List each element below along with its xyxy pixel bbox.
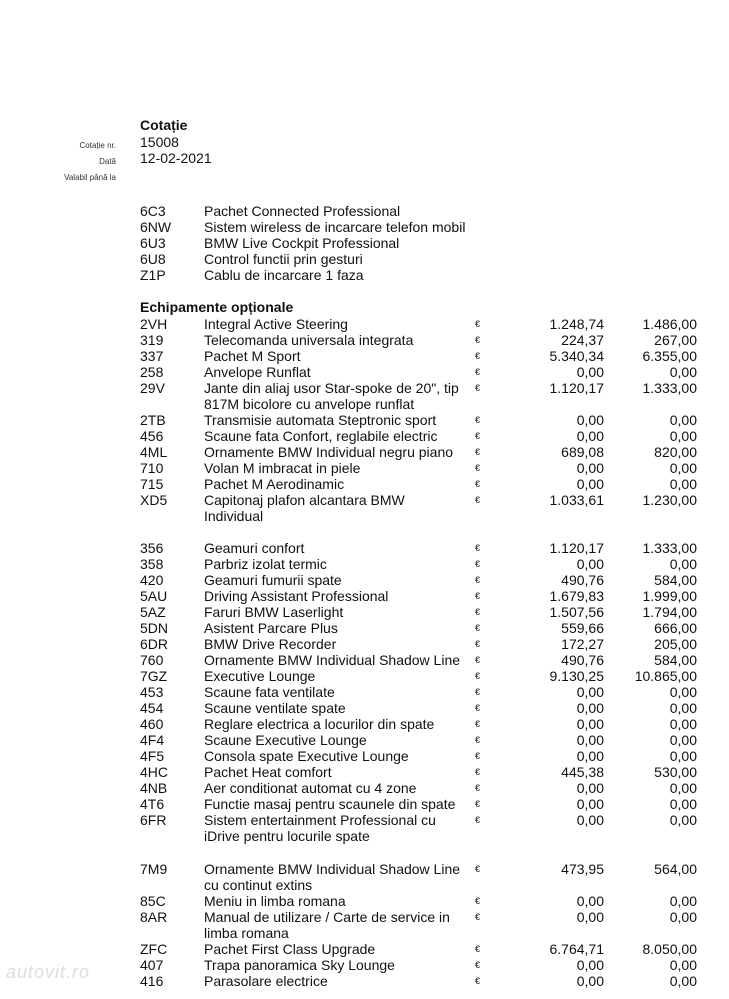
currency-symbol: € — [475, 319, 481, 329]
item-net-price: 0,00 — [576, 460, 604, 476]
item-net-price: 6.764,71 — [549, 941, 604, 957]
currency-symbol: € — [475, 463, 481, 473]
currency-symbol: € — [475, 783, 481, 793]
item-net-price: 0,00 — [576, 957, 604, 973]
item-code: 2TB — [140, 412, 166, 428]
item-net-price: 473,95 — [561, 861, 604, 877]
item-code: 319 — [140, 332, 164, 348]
item-description: Trapa panoramica Sky Lounge — [204, 957, 395, 973]
item-description-continued: 817M bicolore cu anvelope runflat — [204, 396, 415, 412]
currency-symbol: € — [475, 415, 481, 425]
item-code: 715 — [140, 476, 164, 492]
item-description: Sistem wireless de incarcare telefon mobil — [204, 219, 466, 235]
item-code: 4F5 — [140, 748, 165, 764]
item-code: 4F4 — [140, 732, 165, 748]
item-code: 4NB — [140, 780, 168, 796]
item-gross-price: 1.486,00 — [642, 316, 697, 332]
item-gross-price: 0,00 — [669, 364, 697, 380]
item-code: 7M9 — [140, 861, 168, 877]
item-gross-price: 0,00 — [669, 460, 697, 476]
item-net-price: 445,38 — [561, 764, 604, 780]
item-net-price: 0,00 — [576, 748, 604, 764]
item-gross-price: 0,00 — [669, 748, 697, 764]
item-code: 454 — [140, 700, 164, 716]
item-description: Geamuri confort — [204, 540, 305, 556]
item-gross-price: 0,00 — [669, 732, 697, 748]
item-gross-price: 0,00 — [669, 556, 697, 572]
item-description: Scaune ventilate spate — [204, 700, 346, 716]
item-gross-price: 6.355,00 — [642, 348, 697, 364]
item-net-price: 172,27 — [561, 636, 604, 652]
item-description: Pachet Connected Professional — [204, 203, 401, 219]
item-gross-price: 8.050,00 — [642, 941, 697, 957]
quote-nr-label: Cotație nr. — [79, 141, 116, 150]
currency-symbol: € — [475, 575, 481, 585]
item-net-price: 1.248,74 — [549, 316, 604, 332]
currency-symbol: € — [475, 543, 481, 553]
item-description-continued: Individual — [204, 508, 264, 524]
item-description: Ornamente BMW Individual Shadow Line — [204, 652, 461, 668]
item-gross-price: 0,00 — [669, 412, 697, 428]
item-description: Ornamente BMW Individual Shadow Line — [204, 861, 461, 877]
currency-symbol: € — [475, 623, 481, 633]
item-description: Ornamente BMW Individual negru piano — [204, 444, 454, 460]
item-net-price: 0,00 — [576, 556, 604, 572]
item-code: 456 — [140, 428, 164, 444]
item-net-price: 0,00 — [576, 716, 604, 732]
item-description: Jante din aliaj usor Star-spoke de 20", tip — [204, 380, 459, 396]
item-description: Telecomanda universala integrata — [204, 332, 414, 348]
item-description: Pachet M Sport — [204, 348, 301, 364]
currency-symbol: € — [475, 864, 481, 874]
item-description: Control functii prin gesturi — [204, 251, 363, 267]
item-net-price: 1.120,17 — [549, 380, 604, 396]
item-description: Consola spate Executive Lounge — [204, 748, 409, 764]
item-code: 453 — [140, 684, 164, 700]
item-description: Cablu de incarcare 1 faza — [204, 267, 364, 283]
currency-symbol: € — [475, 703, 481, 713]
currency-symbol: € — [475, 896, 481, 906]
item-gross-price: 0,00 — [669, 812, 697, 828]
item-gross-price: 1.333,00 — [642, 540, 697, 556]
item-net-price: 689,08 — [561, 444, 604, 460]
item-description: Volan M imbracat in piele — [204, 460, 361, 476]
currency-symbol: € — [475, 799, 481, 809]
item-code: 760 — [140, 652, 164, 668]
item-gross-price: 584,00 — [654, 572, 697, 588]
item-gross-price: 530,00 — [654, 764, 697, 780]
item-gross-price: 205,00 — [654, 636, 697, 652]
item-code: 258 — [140, 364, 164, 380]
currency-symbol: € — [475, 335, 481, 345]
valid-until-label: Valabil până la — [64, 173, 116, 182]
currency-symbol: € — [475, 591, 481, 601]
item-code: 710 — [140, 460, 164, 476]
item-description: Faruri BMW Laserlight — [204, 604, 344, 620]
item-net-price: 0,00 — [576, 476, 604, 492]
item-code: 6U3 — [140, 235, 166, 251]
item-code: 6C3 — [140, 203, 166, 219]
item-gross-price: 10.865,00 — [634, 668, 697, 684]
currency-symbol: € — [475, 912, 481, 922]
item-description: Transmisie automata Steptronic sport — [204, 412, 437, 428]
item-code: 4HC — [140, 764, 169, 780]
currency-symbol: € — [475, 639, 481, 649]
item-code: Z1P — [140, 267, 166, 283]
currency-symbol: € — [475, 607, 481, 617]
item-net-price: 0,00 — [576, 796, 604, 812]
item-description: Capitonaj plafon alcantara BMW — [204, 492, 405, 508]
item-net-price: 0,00 — [576, 428, 604, 444]
currency-symbol: € — [475, 751, 481, 761]
item-code: 6U8 — [140, 251, 166, 267]
item-gross-price: 0,00 — [669, 716, 697, 732]
item-net-price: 1.120,17 — [549, 540, 604, 556]
item-gross-price: 0,00 — [669, 973, 697, 989]
item-gross-price: 564,00 — [654, 861, 697, 877]
item-net-price: 1.507,56 — [549, 604, 604, 620]
item-code: 7GZ — [140, 668, 168, 684]
item-code: 460 — [140, 716, 164, 732]
item-description: Parasolare electrice — [204, 973, 328, 989]
currency-symbol: € — [475, 495, 481, 505]
item-description: Functie masaj pentru scaunele din spate — [204, 796, 456, 812]
date-label: Dată — [99, 157, 116, 166]
currency-symbol: € — [475, 383, 481, 393]
item-net-price: 0,00 — [576, 909, 604, 925]
item-gross-price: 0,00 — [669, 780, 697, 796]
item-net-price: 559,66 — [561, 620, 604, 636]
item-description: Aer conditionat automat cu 4 zone — [204, 780, 417, 796]
item-gross-price: 666,00 — [654, 620, 697, 636]
item-description: Parbriz izolat termic — [204, 556, 327, 572]
item-description: Scaune fata Confort, reglabile electric — [204, 428, 438, 444]
item-description-continued: cu continut extins — [204, 877, 313, 893]
currency-symbol: € — [475, 960, 481, 970]
item-code: 5AZ — [140, 604, 166, 620]
item-code: 420 — [140, 572, 164, 588]
watermark: autovit.ro — [6, 962, 91, 982]
item-net-price: 0,00 — [576, 684, 604, 700]
item-code: 2VH — [140, 316, 168, 332]
item-net-price: 0,00 — [576, 812, 604, 828]
item-description: Anvelope Runflat — [204, 364, 311, 380]
item-net-price: 0,00 — [576, 732, 604, 748]
item-description: Sistem entertainment Professional cu — [204, 812, 436, 828]
currency-symbol: € — [475, 447, 481, 457]
item-description: Manual de utilizare / Carte de service in — [204, 909, 450, 925]
item-net-price: 5.340,34 — [549, 348, 604, 364]
currency-symbol: € — [475, 815, 481, 825]
currency-symbol: € — [475, 671, 481, 681]
item-description: BMW Drive Recorder — [204, 636, 337, 652]
item-net-price: 9.130,25 — [549, 668, 604, 684]
currency-symbol: € — [475, 559, 481, 569]
item-net-price: 1.679,83 — [549, 588, 604, 604]
item-gross-price: 1.999,00 — [642, 588, 697, 604]
item-description: Pachet M Aerodinamic — [204, 476, 345, 492]
currency-symbol: € — [475, 976, 481, 986]
item-description: Executive Lounge — [204, 668, 316, 684]
item-description: Pachet Heat comfort — [204, 764, 332, 780]
currency-symbol: € — [475, 367, 481, 377]
item-code: 5DN — [140, 620, 169, 636]
item-description: Scaune fata ventilate — [204, 684, 335, 700]
item-description: Driving Assistant Professional — [204, 588, 389, 604]
item-description: Asistent Parcare Plus — [204, 620, 338, 636]
item-description-continued: iDrive pentru locurile spate — [204, 828, 370, 844]
item-code: 29V — [140, 380, 165, 396]
item-net-price: 490,76 — [561, 572, 604, 588]
currency-symbol: € — [475, 431, 481, 441]
item-code: 4T6 — [140, 796, 165, 812]
item-code: 6FR — [140, 812, 167, 828]
item-gross-price: 0,00 — [669, 476, 697, 492]
item-net-price: 490,76 — [561, 652, 604, 668]
item-gross-price: 0,00 — [669, 893, 697, 909]
item-net-price: 1.033,61 — [549, 492, 604, 508]
item-code: 5AU — [140, 588, 168, 604]
item-net-price: 0,00 — [576, 780, 604, 796]
currency-symbol: € — [475, 719, 481, 729]
item-description: Reglare electrica a locurilor din spate — [204, 716, 435, 732]
item-code: 6NW — [140, 219, 172, 235]
item-code: 6DR — [140, 636, 169, 652]
item-gross-price: 0,00 — [669, 909, 697, 925]
item-code: 356 — [140, 540, 164, 556]
item-description: Meniu in limba romana — [204, 893, 346, 909]
item-net-price: 0,00 — [576, 364, 604, 380]
item-gross-price: 584,00 — [654, 652, 697, 668]
item-gross-price: 267,00 — [654, 332, 697, 348]
item-gross-price: 1.333,00 — [642, 380, 697, 396]
item-gross-price: 0,00 — [669, 684, 697, 700]
currency-symbol: € — [475, 351, 481, 361]
optional-section-title: Echipamente opționale — [140, 299, 294, 315]
item-gross-price: 1.794,00 — [642, 604, 697, 620]
item-gross-price: 0,00 — [669, 700, 697, 716]
item-code: XD5 — [140, 492, 168, 508]
item-gross-price: 820,00 — [654, 444, 697, 460]
currency-symbol: € — [475, 944, 481, 954]
item-code: 416 — [140, 973, 164, 989]
item-description: Geamuri fumurii spate — [204, 572, 342, 588]
item-gross-price: 1.230,00 — [642, 492, 697, 508]
item-net-price: 0,00 — [576, 412, 604, 428]
item-code: 407 — [140, 957, 164, 973]
currency-symbol: € — [475, 767, 481, 777]
currency-symbol: € — [475, 655, 481, 665]
item-code: ZFC — [140, 941, 168, 957]
item-code: 358 — [140, 556, 164, 572]
item-code: 85C — [140, 893, 166, 909]
currency-symbol: € — [475, 735, 481, 745]
item-description: BMW Live Cockpit Professional — [204, 235, 400, 251]
item-code: 8AR — [140, 909, 168, 925]
item-gross-price: 0,00 — [669, 428, 697, 444]
currency-symbol: € — [475, 479, 481, 489]
item-description: Integral Active Steering — [204, 316, 348, 332]
item-net-price: 0,00 — [576, 973, 604, 989]
item-code: 337 — [140, 348, 164, 364]
item-description: Scaune Executive Lounge — [204, 732, 367, 748]
item-net-price: 224,37 — [561, 332, 604, 348]
item-net-price: 0,00 — [576, 700, 604, 716]
currency-symbol: € — [475, 687, 481, 697]
item-gross-price: 0,00 — [669, 957, 697, 973]
date-value: 12-02-2021 — [140, 150, 212, 166]
page-title: Cotație — [140, 117, 188, 133]
item-code: 4ML — [140, 444, 168, 460]
item-description: Pachet First Class Upgrade — [204, 941, 376, 957]
quote-nr-value: 15008 — [140, 134, 179, 150]
item-net-price: 0,00 — [576, 893, 604, 909]
item-description-continued: limba romana — [204, 925, 289, 941]
item-gross-price: 0,00 — [669, 796, 697, 812]
